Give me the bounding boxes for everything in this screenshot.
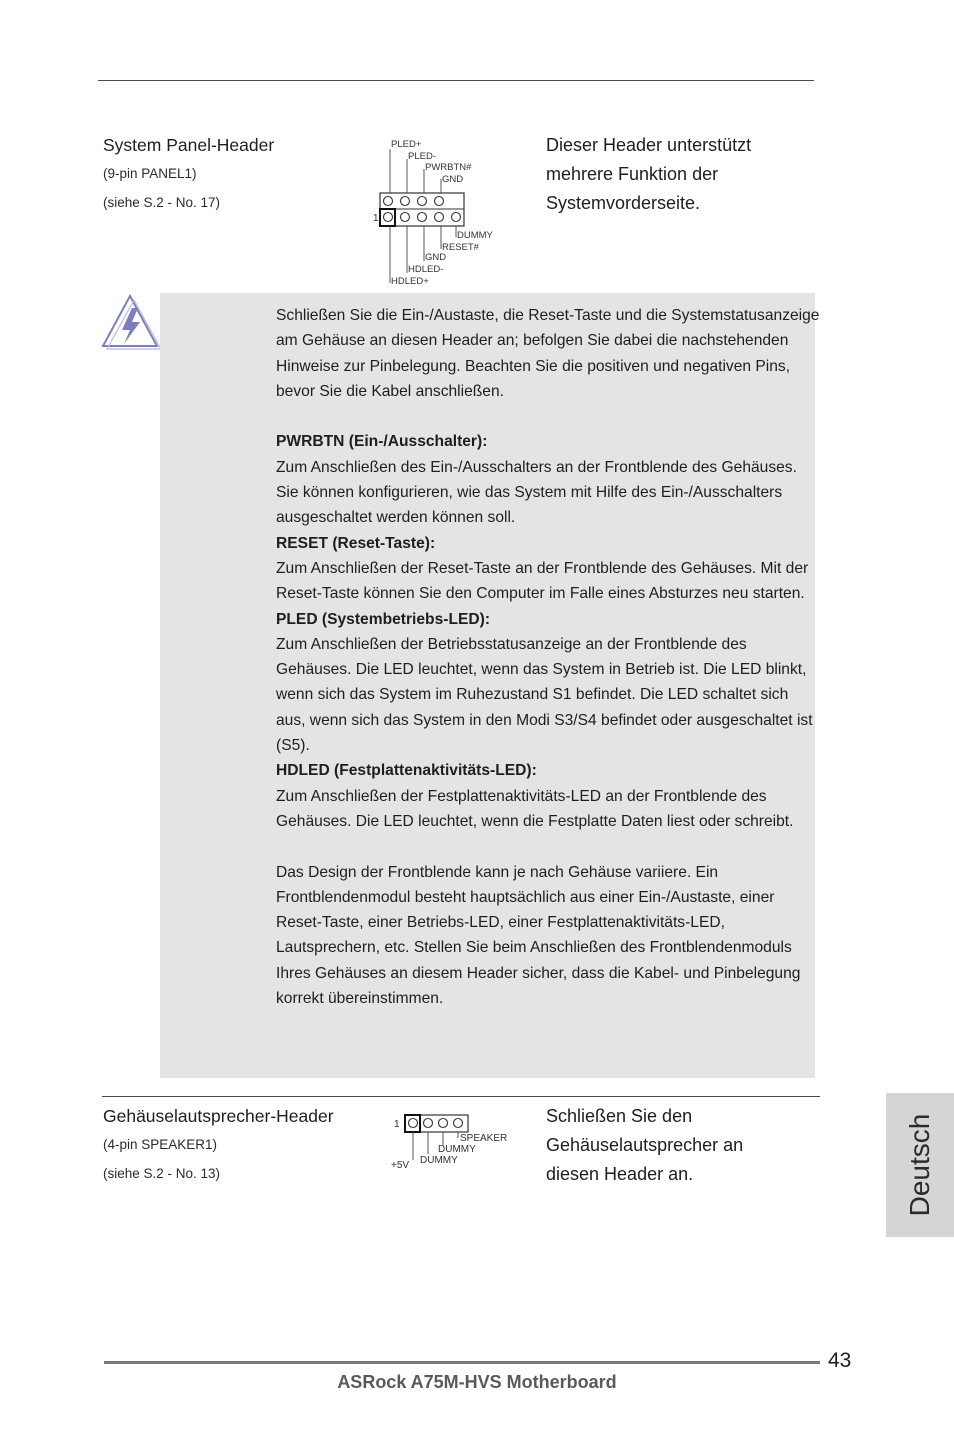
language-tab-label: Deutsch [904, 1113, 935, 1217]
speaker-header-title: Gehäuselautsprecher-Header [103, 1106, 334, 1126]
note-intro: Schließen Sie die Ein-/Austaste, die Reset-Taste und die Systemstatusanzeige am Gehäuse an diesen Header an; befolgen Sie dabei die nachstehenden Hinweise zur Pinbelegung. Beachten Sie die positiven und negativen Pins, bevor Sie die Kabel anschließen. [276, 307, 820, 400]
pwrbtn-text: Zum Anschließen des Ein-/Ausschalters an der Frontblende des Gehäuses. Sie können konfigurieren, wie das System mit Hilfe des Ein-/Ausschalters ausgeschaltet werden können soll. [276, 458, 797, 527]
label-gnd-top: GND [442, 174, 464, 185]
panel-header-title: System Panel-Header [103, 135, 275, 155]
speaker-desc-line: Schließen Sie den [546, 1106, 693, 1126]
speaker-header-description [546, 1102, 743, 1189]
label-dummy-1: DUMMY [438, 1144, 476, 1155]
label-pin1: 1 [373, 213, 379, 224]
label-gnd-bottom: GND [425, 252, 447, 263]
pwrbtn-title: PWRBTN (Ein-/Ausschalter): [276, 433, 488, 451]
label-reset: RESET# [442, 242, 479, 253]
label-dummy-2: DUMMY [420, 1155, 458, 1166]
section-divider [102, 1096, 820, 1097]
pled-title: PLED (Systembetriebs-LED): [276, 610, 491, 628]
reset-title: RESET (Reset-Taste): [276, 534, 436, 552]
language-tab [886, 1093, 954, 1237]
speaker-desc-line: Gehäuselautsprecher an [546, 1135, 744, 1155]
panel-desc-line: Systemvorderseite. [546, 193, 701, 213]
speaker-header-ref: (siehe S.2 - No. 13) [103, 1166, 221, 1181]
design-text: Das Design der Frontblende kann je nach Gehäuse variiere. Ein Frontblendenmodul besteht hauptsächlich aus einer Ein-/Austaste, einer Reset-Taste, einer Betriebs-LED, einer Festplattenaktivitäts-LED, Lautsprechern, etc. Stellen Sie beim Anschließen des Frontblendenmoduls Ihres Gehäuses an diesem Header sicher, dass die Kabel- und Pinbelegung korrekt übereinstimmen. [276, 863, 801, 1008]
label-pwrbtn: PWRBTN# [425, 162, 472, 173]
label-plus5v: +5V [391, 1160, 410, 1171]
pled-text: Zum Anschließen der Betriebsstatusanzeige an der Frontblende des Gehäuses. Die LED leuchtet, wenn das System in Betrieb ist. Die LED blinkt, wenn sich das System im Ruhezustand S1 befindet. Die LED schaltet sich aus, wenn sich das System in den Modi S3/S4 befindet oder ausgeschaltet ist (S5). [276, 635, 813, 755]
label-pled-minus: PLED- [408, 151, 436, 162]
warning-icon [100, 292, 162, 350]
speaker-desc-line: diesen Header an. [546, 1164, 694, 1184]
panel-desc-line: Dieser Header unterstützt [546, 135, 752, 155]
hdled-title: HDLED (Festplattenaktivitäts-LED): [276, 762, 537, 780]
label-dummy: DUMMY [457, 230, 493, 241]
label-speaker: SPEAKER [460, 1133, 508, 1144]
speaker-header-pin-info: (4-pin SPEAKER1) [103, 1137, 218, 1152]
panel-desc-line: mehrere Funktion der [546, 164, 719, 184]
speaker-pin-diagram [388, 1110, 518, 1174]
reset-text: Zum Anschließen der Reset-Taste an der Frontblende des Gehäuses. Mit der Reset-Taste können Sie den Computer im Falle eines Absturzes neu starten. [276, 559, 809, 603]
label-hdled-plus: HDLED+ [391, 276, 429, 287]
note-text [276, 303, 821, 1011]
label-pled-plus: PLED+ [391, 139, 422, 150]
hdled-text: Zum Anschließen der Festplattenaktivitäts-LED an der Frontblende des Gehäuses. Die LED leuchtet, wenn die Festplatte Daten liest oder schreibt. [276, 787, 794, 830]
label-speaker-pin1: 1 [394, 1119, 400, 1130]
panel-header-ref: (siehe S.2 - No. 17) [103, 195, 221, 210]
panel-header-pin-info: (9-pin PANEL1) [103, 166, 197, 181]
panel-pin-diagram [370, 133, 510, 289]
footer-product: ASRock A75M-HVS Motherboard [337, 1372, 617, 1392]
panel-header-description [546, 131, 751, 218]
label-hdled-minus: HDLED- [408, 264, 444, 275]
top-rule [98, 80, 814, 81]
footer-rule [104, 1361, 820, 1364]
page-number: 43 [828, 1349, 852, 1372]
